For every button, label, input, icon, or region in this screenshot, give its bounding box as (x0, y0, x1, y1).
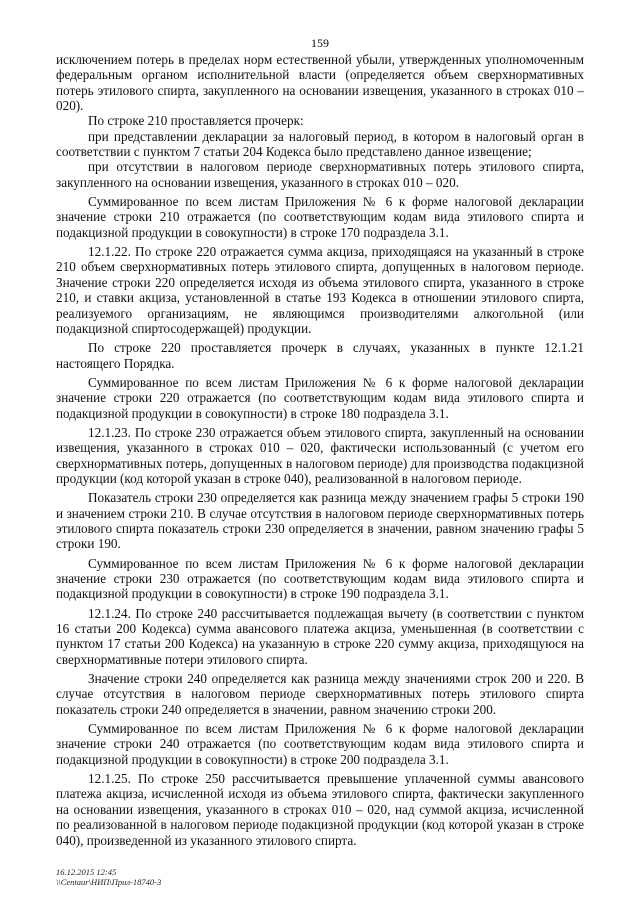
paragraph: при представлении декларации за налоговый период, в котором в налоговый орган в соответствии с пунктом 7 статьи 204 Кодекса было представлено данное извещение; (56, 128, 584, 160)
footer-file-path: \\Centaur\НИП\Прил-18740-3 (56, 876, 162, 887)
document-footer (56, 868, 161, 887)
paragraph: Суммированное по всем листам Приложения № 6 к форме налоговой декларации значение строки 210 отражается (по соответствующим кодам вида этилового спирта и подакцизной продукции в совокупности) в строке 170 подраздела 3.1. (56, 194, 584, 240)
paragraph: 12.1.25. По строке 250 рассчитывается превышение уплаченной суммы авансового платежа акциза, исчисленной исходя из объема этилового спирта, фактически закупленного на основании извещения, указанного в строках 010 – 020, над суммой акциза, исчисленной по реализованной в налоговом периоде подакцизной продукции (код которой указан в строке 040), произведенной из указанного этилового спирта. (56, 771, 584, 848)
paragraph: Суммированное по всем листам Приложения № 6 к форме налоговой декларации значение строки 240 отражается (по соответствующим кодам вида этилового спирта и подакцизной продукции в совокупности) в строке 200 подраздела 3.1. (56, 721, 584, 767)
paragraph: Суммированное по всем листам Приложения № 6 к форме налоговой декларации значение строки 230 отражается (по соответствующим кодам вида этилового спирта и подакцизной продукции в совокупности) в строке 190 подраздела 3.1. (56, 555, 584, 602)
footer-timestamp: 16.12.2015 12:45 (56, 867, 117, 877)
paragraph: Показатель строки 230 определяется как разница между значением графы 5 строки 190 и значением строки 210. В случае отсутствия в налоговом периоде сверхнормативных потерь этилового спирта показатель строки 230 определяется в значении, равном значению графы 5 строки 190. (56, 490, 584, 552)
paragraph: при отсутствии в налоговом периоде сверхнормативных потерь этилового спирта, закупленного на основании извещения, указанного в строках 010 – 020. (56, 159, 584, 190)
paragraph: Значение строки 240 определяется как разница между значениями строк 200 и 220. В случае отсутствия в налоговом периоде сверхнормативных потерь этилового спирта показатель строки 240 определяется в значении, равном значению строки 200. (56, 671, 584, 717)
paragraph: исключением потерь в пределах норм естественной убыли, утвержденных уполномоченным федеральным органом исполнительной власти (определяется объем сверхнормативных потерь этилового спирта, закупленного на основании извещения, указанного в строках 010 – 020). (56, 52, 584, 114)
page-number: 159 (311, 36, 329, 50)
paragraph: 12.1.24. По строке 240 рассчитывается подлежащая вычету (в соответствии с пунктом 16 статьи 200 Кодекса) сумма авансового платежа акциза, уменьшенная (в соответствии с пунктом 17 статьи 200 Кодекса) на указанную в строке 220 сумму акциза, приходящуюся на сверхнормативные потери этилового спирта. (56, 605, 584, 667)
paragraph: Суммированное по всем листам Приложения № 6 к форме налоговой декларации значение строки 220 отражается (по соответствующим кодам вида этилового спирта и подакцизной продукции в совокупности) в строке 180 подраздела 3.1. (56, 374, 584, 421)
document-body (56, 52, 584, 848)
paragraph: По строке 220 проставляется прочерк в случаях, указанных в пункте 12.1.21 настоящего Порядка. (56, 340, 584, 371)
paragraph: 12.1.22. По строке 220 отражается сумма акциза, приходящаяся на указанный в строке 210 объем сверхнормативных потерь этилового спирта, допущенных в налоговом периоде. Значение строки 220 определяется исходя из объема этилового спирта, указанного в строке 210, и ставки акциза, установленной в статье 193 Кодекса в отношении этилового спирта, реализуемого организациям, не являющимся производителями алкогольной (или подакцизной спиртосодержащей) продукции. (56, 244, 584, 336)
paragraph: По строке 210 проставляется прочерк: (88, 113, 304, 129)
paragraph: 12.1.23. По строке 230 отражается объем этилового спирта, закупленный на основании извещения, указанного в строках 010 – 020, фактически использованный (с учетом его сверхнормативных потерь, допущенных в налоговом периоде) для производства подакцизной продукции (код которой указан в строке 040), реализованной в налоговом периоде. (56, 424, 584, 486)
